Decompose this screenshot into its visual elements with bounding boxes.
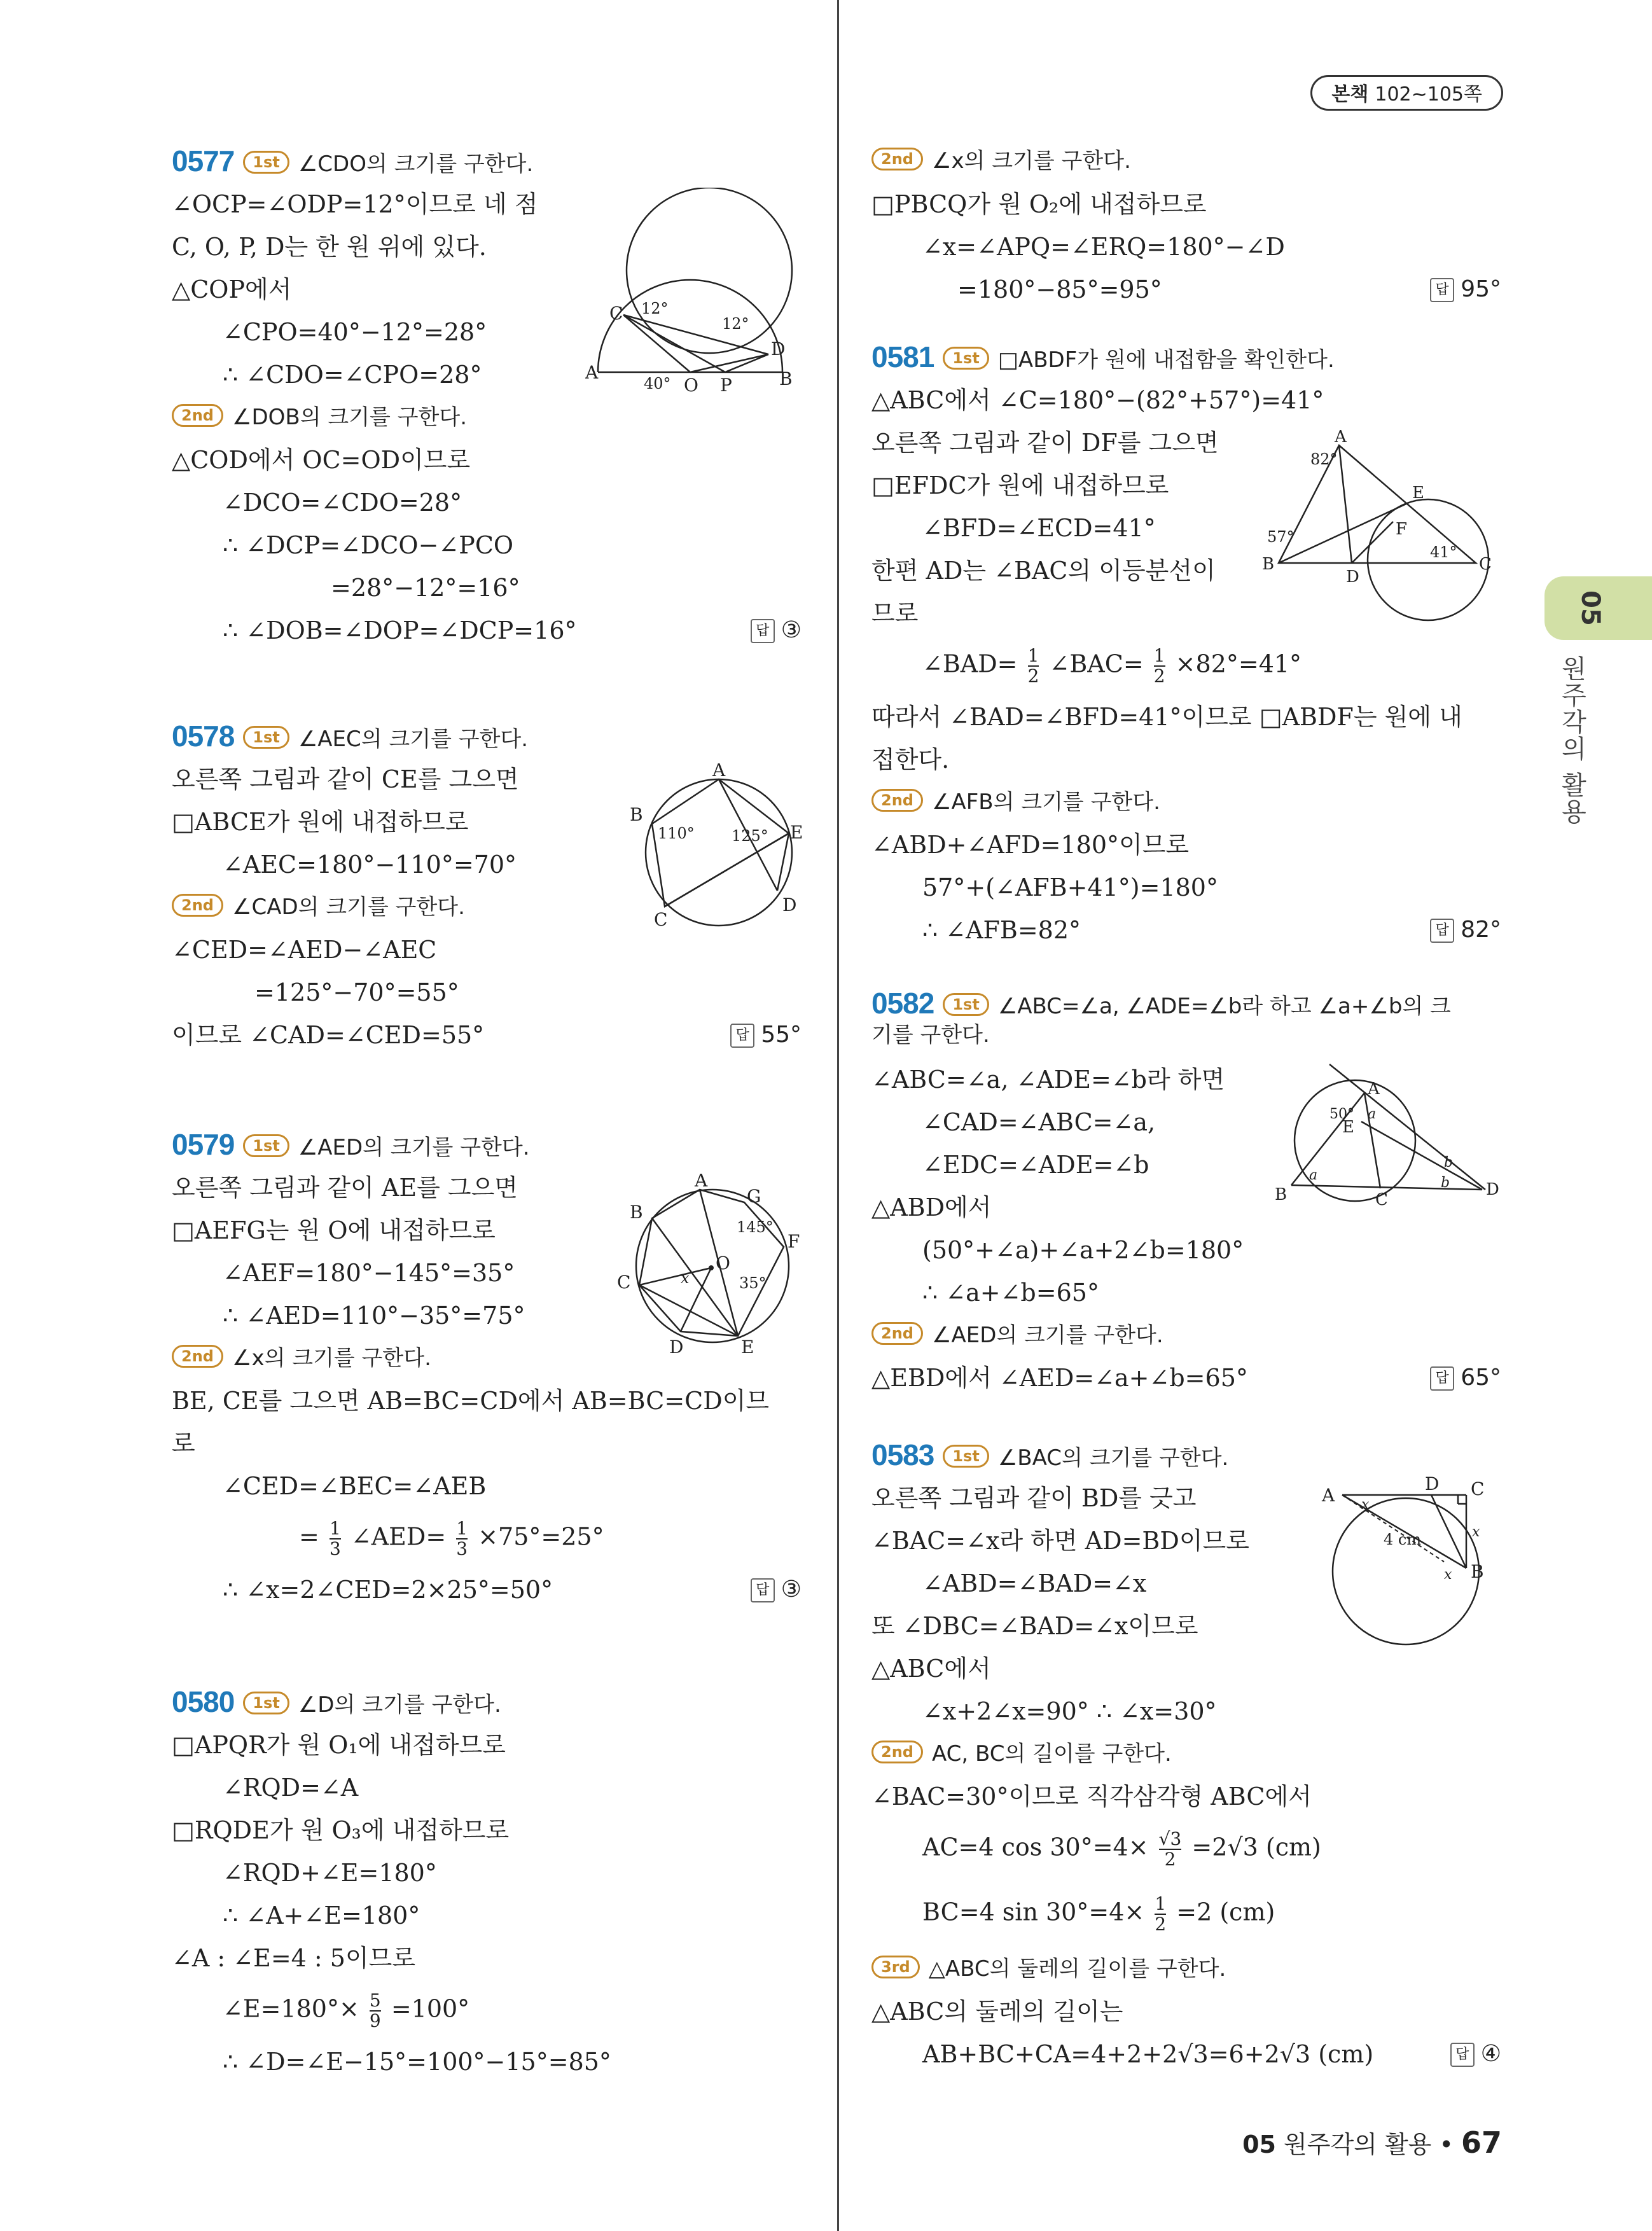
fig-label: 82° (1310, 450, 1338, 468)
chapter-side-title: 원주각의 활용 (1557, 655, 1586, 825)
fig-label: D (782, 894, 797, 915)
fig-label: 50° (1329, 1106, 1354, 1122)
solution-line: ∠A : ∠E=4 : 5이므로 (172, 1944, 416, 1972)
answer-value: ③ (781, 617, 802, 643)
fig-label: E (1342, 1118, 1354, 1137)
step-title: ∠AEC의 크기를 구한다. (298, 726, 529, 752)
solution-line: □RQDE가 원 O₃에 내접하므로 (172, 1816, 510, 1844)
fig-label: C (609, 303, 623, 324)
step-title: ∠AFB의 크기를 구한다. (931, 789, 1160, 815)
solution-line: 따라서 ∠BAD=∠BFD=41°이므로 □ABDF는 원에 내 (871, 703, 1462, 731)
chapter-tab (1544, 576, 1652, 640)
fig-label: E (1412, 483, 1424, 503)
answer-mark: 답 (1450, 2043, 1475, 2067)
reference-pill (1310, 75, 1503, 111)
fig-label: a (1309, 1167, 1318, 1183)
fraction: $\frac{1}{3}$ (329, 1518, 341, 1559)
solution-line: 므로 (871, 599, 919, 627)
step-badge: 2nd (871, 148, 923, 170)
solution-line: ∠CED=∠BEC=∠AEB (223, 1472, 487, 1500)
ref-label: 본책 (1331, 83, 1369, 106)
fig-label: D (1425, 1476, 1440, 1494)
solution-line: △ABC의 둘레의 길이는 (871, 1998, 1123, 2026)
solution-line: ∠BAC=∠x라 하면 AD=BD이므로 (871, 1527, 1249, 1555)
page-number: 67 (1461, 2125, 1502, 2160)
problem-number: 0579 (172, 1128, 235, 1161)
solution-line: □EFDC가 원에 내접하므로 (871, 471, 1169, 499)
solution-line: 오른쪽 그림과 같이 AE를 그으면 (172, 1174, 518, 1202)
fraction-line: AC=4 cos 30°=4× $\frac{√3}{2}$ =2√3 (cm) (922, 1828, 1321, 1870)
fraction-line: BC=4 sin 30°=4× $\frac{1}{2}$ =2 (cm) (922, 1893, 1275, 1935)
answer-mark: 답 (1430, 278, 1454, 302)
step-badge: 1st (243, 151, 289, 174)
solution-line: □ABCE가 원에 내접하므로 (172, 808, 469, 836)
solution-line: △ABC에서 (871, 1655, 991, 1683)
fig-label: B (1275, 1185, 1288, 1204)
solution-line: □AEFG는 원 O에 내접하므로 (172, 1216, 496, 1244)
answer-value: 82° (1461, 917, 1501, 943)
fraction: $\frac{√3}{2}$ (1158, 1828, 1182, 1870)
solution-line: 또 ∠DBC=∠BAD=∠x이므로 (871, 1612, 1198, 1640)
fig-label: b (1444, 1155, 1454, 1171)
page-footer (1242, 2125, 1502, 2160)
step-title: ∠CAD의 크기를 구한다. (232, 894, 465, 920)
fig-label: D (669, 1337, 684, 1358)
solution-line: ∴ ∠DCP=∠DCO−∠PCO (223, 531, 514, 559)
fig-label: a (1368, 1106, 1377, 1122)
fig-label: x (1361, 1497, 1370, 1513)
solution-line: ∠RQD=∠A (223, 1774, 359, 1802)
solution-line: △ABC에서 ∠C=180°−(82°+57°)=41° (871, 386, 1324, 414)
solution-line: ∴ ∠AFB=82° (922, 916, 1081, 944)
step-title: △ABC의 둘레의 길이를 구한다. (928, 1956, 1226, 1982)
fig-label: C (1471, 1478, 1485, 1499)
fig-label: 12° (722, 315, 749, 333)
footer-separator: • (1439, 2130, 1454, 2158)
fraction-line: = $\frac{1}{3}$ ∠AED= $\frac{1}{3}$ ×75°=25° (299, 1518, 604, 1559)
step-title: □ABDF가 원에 내접함을 확인한다. (997, 347, 1335, 373)
solution-line: ∠OCP=∠ODP=12°이므로 네 점 (172, 190, 538, 218)
solution-line: ∠BAC=30°이므로 직각삼각형 ABC에서 (871, 1783, 1312, 1811)
problem-number: 0577 (172, 144, 235, 177)
solution-line: ∠AEC=180°−110°=70° (223, 851, 517, 879)
fraction: $\frac{5}{9}$ (369, 1990, 381, 2031)
solution-line: ∠CAD=∠ABC=∠a, (922, 1108, 1156, 1136)
fig-label: C (617, 1272, 631, 1293)
step-badge: 2nd (172, 894, 223, 917)
step-badge: 1st (243, 1692, 289, 1714)
fig-label: E (790, 822, 803, 843)
step-title: ∠DOB의 크기를 구한다. (232, 405, 468, 430)
step-badge: 3rd (871, 1956, 920, 1978)
solution-line: △COP에서 (172, 275, 292, 303)
figure-0577 (585, 188, 802, 404)
step-badge: 1st (943, 1445, 989, 1468)
solution-line: ∠x+2∠x=90° ∴ ∠x=30° (922, 1697, 1217, 1725)
solution-line: ∴ ∠A+∠E=180° (223, 1901, 420, 1929)
solution-line: (50°+∠a)+∠a+2∠b=180° (922, 1236, 1244, 1264)
answer (1450, 2038, 1501, 2070)
step-title: ∠CDO의 크기를 구한다. (298, 151, 534, 177)
fig-label: C (654, 909, 668, 930)
step-badge: 2nd (871, 1322, 923, 1345)
figure-0578 (630, 763, 808, 942)
fig-label: C (1375, 1190, 1388, 1209)
solution-line: ∠CPO=40°−12°=28° (223, 318, 487, 346)
step-title: ∠ABC=∠a, ∠ADE=∠b라 하고 ∠a+∠b의 크 (997, 994, 1451, 1019)
solution-line: □PBCQ가 원 O₂에 내접하므로 (871, 190, 1207, 218)
column-divider (837, 0, 839, 2231)
fig-label: x (1444, 1567, 1452, 1583)
fig-label: A (585, 362, 599, 383)
fig-label: 57° (1267, 528, 1295, 546)
fraction-line: ∠BAD= $\frac{1}{2}$ ∠BAC= $\frac{1}{2}$ ×82°=41° (922, 645, 1302, 686)
fig-label: F (1396, 520, 1408, 539)
problem-number: 0580 (172, 1685, 235, 1718)
fig-label: 4 cm (1384, 1531, 1422, 1548)
footer-chapter: 05 (1242, 2130, 1276, 2158)
answer-mark: 답 (1430, 919, 1454, 943)
step-title: ∠AED의 크기를 구한다. (298, 1135, 530, 1160)
solution-line: ∠DCO=∠CDO=28° (223, 489, 462, 517)
chapter-tab-number: 05 (1575, 590, 1605, 626)
figure-0581 (1260, 426, 1501, 630)
problem-number: 0581 (871, 340, 934, 373)
solution-line: ∠x=∠APQ=∠ERQ=180°−∠D (922, 233, 1285, 261)
solution-line: △COD에서 OC=OD이므로 (172, 446, 471, 474)
step-title: ∠x의 크기를 구한다. (232, 1345, 431, 1371)
fraction: $\frac{1}{2}$ (1153, 645, 1165, 686)
fig-label: G (747, 1186, 761, 1207)
step-badge: 2nd (871, 789, 923, 812)
step-badge: 2nd (871, 1741, 923, 1763)
step-title: ∠D의 크기를 구한다. (298, 1692, 501, 1718)
fig-label: O (716, 1253, 730, 1274)
solution-line: ∠BFD=∠ECD=41° (922, 514, 1156, 542)
fig-label: B (779, 368, 793, 389)
answer (730, 1019, 802, 1051)
step-badge: 2nd (172, 404, 223, 427)
answer-value: 55° (761, 1022, 802, 1048)
fig-label: P (720, 375, 732, 396)
fraction: $\frac{1}{2}$ (1027, 645, 1039, 686)
solution-line: 오른쪽 그림과 같이 DF를 그으면 (871, 429, 1219, 457)
answer (1430, 274, 1501, 305)
solution-line: □APQR가 원 O₁에 내접하므로 (172, 1731, 506, 1759)
step-badge: 2nd (172, 1345, 223, 1368)
solution-line: ∴ ∠D=∠E−15°=100°−15°=85° (223, 2048, 611, 2076)
fig-label: E (741, 1337, 754, 1358)
fig-label: 40° (644, 375, 671, 393)
fig-label: O (684, 375, 698, 396)
step-badge: 1st (243, 726, 289, 749)
fig-label: 35° (739, 1274, 767, 1292)
solution-line: BE, CE를 그으면 AB=BC=CD에서 AB=BC=CD이므 (172, 1387, 770, 1415)
solution-line: △EBD에서 ∠AED=∠a+∠b=65° (871, 1364, 1248, 1392)
answer-mark: 답 (751, 619, 775, 643)
solution-line: ∠ABD+∠AFD=180°이므로 (871, 831, 1190, 859)
ref-pages: 102∼105쪽 (1375, 83, 1482, 106)
step-badge: 1st (243, 1134, 289, 1157)
fig-label: D (771, 338, 786, 359)
fig-label: D (1486, 1180, 1499, 1199)
step-badge: 1st (943, 347, 989, 370)
problem-number: 0578 (172, 719, 235, 753)
solution-line: ∴ ∠DOB=∠DOP=∠DCP=16° (223, 616, 577, 644)
answer-mark: 답 (1430, 1366, 1454, 1391)
figure-0582 (1266, 1061, 1501, 1214)
solution-line: ∠ABD=∠BAD=∠x (922, 1569, 1147, 1597)
figure-0583 (1317, 1476, 1501, 1654)
solution-line: ∴ ∠AED=110°−35°=75° (223, 1302, 525, 1330)
solution-line: =180°−85°=95° (957, 275, 1162, 303)
solution-line: ∠AEF=180°−145°=35° (223, 1259, 515, 1287)
answer (1430, 914, 1501, 946)
answer-mark: 답 (751, 1578, 775, 1602)
fraction-line: ∠E=180°× $\frac{5}{9}$ =100° (223, 1990, 470, 2031)
solution-line: ∠ABC=∠a, ∠ADE=∠b라 하면 (871, 1066, 1225, 1094)
step-title-continued: 기를 구한다. (871, 1022, 990, 1048)
fig-label: 110° (658, 824, 695, 842)
solution-line: 로 (172, 1429, 195, 1457)
solution-line: ∠RQD+∠E=180° (223, 1859, 437, 1887)
step-badge: 1st (943, 993, 989, 1016)
answer-value: ④ (1480, 2041, 1501, 2067)
fig-label: x (681, 1269, 690, 1287)
solution-line: ∴ ∠a+∠b=65° (922, 1279, 1099, 1307)
fig-label: b (1441, 1175, 1450, 1191)
fraction: $\frac{1}{2}$ (1155, 1893, 1167, 1935)
solution-line: ∠CED=∠AED−∠AEC (172, 936, 437, 964)
answer-value: 95° (1461, 276, 1501, 302)
fig-label: 12° (641, 300, 669, 317)
solution-line: 한편 AD는 ∠BAC의 이등분선이 (871, 557, 1216, 585)
solution-line: C, O, P, D는 한 원 위에 있다. (172, 233, 487, 261)
solution-line: 오른쪽 그림과 같이 BD를 긋고 (871, 1484, 1197, 1512)
fig-label: D (1346, 567, 1359, 587)
fig-label: 125° (732, 827, 768, 845)
fig-label: A (712, 763, 726, 781)
fig-label: A (1335, 427, 1347, 447)
solution-line: ∴ ∠CDO=∠CPO=28° (223, 361, 482, 389)
fig-label: F (788, 1231, 800, 1252)
step-title: ∠BAC의 크기를 구한다. (997, 1445, 1229, 1471)
fig-label: C (1479, 555, 1492, 574)
step-title: AC, BC의 길이를 구한다. (931, 1741, 1172, 1767)
fig-label: B (1471, 1561, 1484, 1582)
answer (751, 615, 802, 646)
solution-line: △ABD에서 (871, 1193, 992, 1221)
answer-value: 65° (1461, 1365, 1501, 1391)
solution-line: 57°+(∠AFB+41°)=180° (922, 873, 1218, 901)
figure-0579 (617, 1174, 808, 1358)
fig-label: B (1262, 555, 1275, 574)
solution-line: =28°−12°=16° (331, 574, 520, 602)
fig-label: A (695, 1174, 708, 1191)
step-title: ∠x의 크기를 구한다. (931, 148, 1131, 174)
fig-label: x (1472, 1524, 1480, 1540)
fig-label: B (630, 1202, 643, 1223)
solution-line: 오른쪽 그림과 같이 CE를 그으면 (172, 765, 519, 793)
fig-label: B (630, 804, 643, 825)
solution-line: ∴ ∠x=2∠CED=2×25°=50° (223, 1576, 553, 1604)
problem-number: 0582 (871, 987, 934, 1020)
solution-line: AB+BC+CA=4+2+2√3=6+2√3 (cm) (922, 2040, 1374, 2068)
solution-line: 접한다. (871, 746, 950, 774)
problem-number: 0583 (871, 1438, 934, 1471)
step-title: ∠AED의 크기를 구한다. (931, 1323, 1163, 1348)
solution-line: ∠EDC=∠ADE=∠b (922, 1151, 1149, 1179)
fig-label: A (1322, 1485, 1335, 1506)
footer-title: 원주각의 활용 (1284, 2130, 1432, 2158)
solution-line: 이므로 ∠CAD=∠CED=55° (172, 1021, 485, 1049)
fig-label: 41° (1430, 543, 1457, 561)
fig-label: A (1368, 1080, 1380, 1099)
fraction: $\frac{1}{3}$ (456, 1518, 468, 1559)
answer (1430, 1362, 1501, 1394)
solution-line: =125°−70°=55° (254, 978, 459, 1006)
fig-label: 145° (737, 1218, 774, 1236)
answer-mark: 답 (730, 1024, 754, 1048)
answer (751, 1574, 802, 1606)
answer-value: ③ (781, 1576, 802, 1602)
